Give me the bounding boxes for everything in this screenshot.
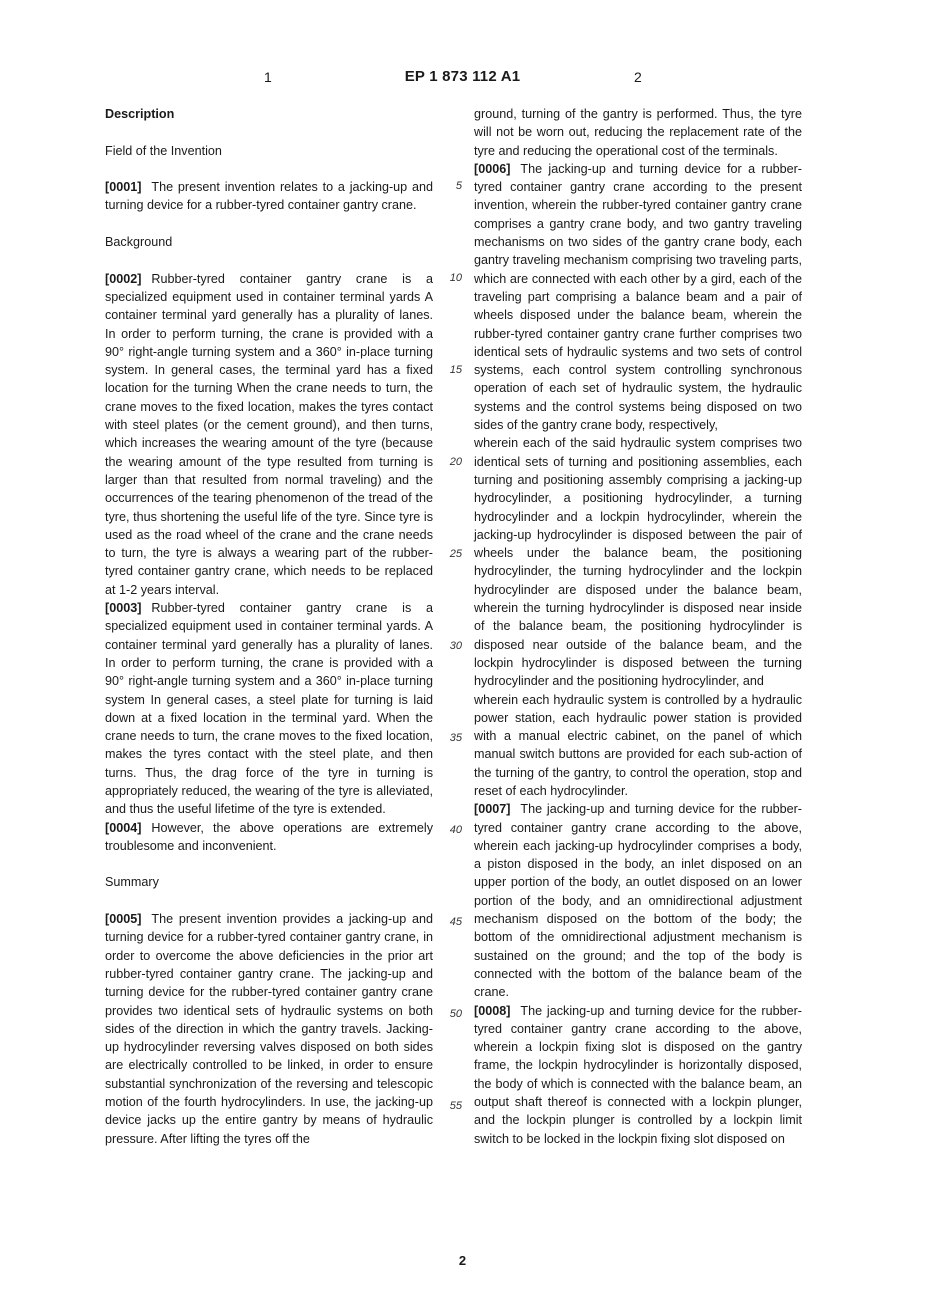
paragraph-number: [0002] xyxy=(105,271,142,286)
paragraph-number: [0003] xyxy=(105,601,142,616)
paragraph-number: [0006] xyxy=(474,161,511,176)
paragraph-text: The jacking-up and turning device for the rubber-tyred container gantry crane according to the above, wherein a lockpin fixing slot is disposed on the gantry frame, the lockpin hydrocylinder is horizontally disposed, the body of which is connected with the balance beam, an output shaft thereof is connected with a lockpin plunger, and the lockpin plunger is controlled by a lockpin limit switch to be locked in the lockpin fixing slot disposed on xyxy=(474,1003,802,1146)
continued-text: ground, turning of the gantry is performed. Thus, the tyre will not be worn out, reducing the replacement rate of the tyre and reducing the operational cost of the terminals. xyxy=(474,107,802,158)
paragraph-number: [0001] xyxy=(105,180,142,195)
line-number: 45 xyxy=(449,916,462,928)
paragraph-text: The jacking-up and turning device for the rubber-tyred container gantry crane according to the above, wherein each jacking-up hydrocylinder comprises a body, a piston disposed in the body, an inlet disposed on an upper portion of the body, an outlet disposed on an lower portion of the body, and an omnidirectional adjustment mechanism disposed on the bottom of the body; the bottom of the omnidirectional adjustment mechanism is sustained on the ground; and the top of the body is connected with the bottom of the balance beam of the crane. xyxy=(474,802,802,1000)
background-heading: Background xyxy=(105,235,173,250)
description-heading: Description xyxy=(105,107,175,121)
paragraph-0006 xyxy=(474,160,802,434)
line-number: 30 xyxy=(449,640,462,652)
line-number: 10 xyxy=(449,272,462,284)
line-number: 25 xyxy=(449,548,462,560)
left-column xyxy=(105,105,433,1148)
paragraph-text: The present invention provides a jacking-up and turning device for a rubber-tyred container gantry crane, in order to overcome the above deficiencies in the prior art rubber-tyred container gantry crane. The jacking-up and turning device for the rubber-tyred container gantry crane provides two identical sets of hydraulic systems on both sides of the direction in which the gantry travels. Jacking-up hydrocylinder reversing valves disposed on both sides are electrically controlled to be linked, in order to ensure substantial synchronization of the reversing and telescopic motion of the fourth hydrocylinders. In use, the jacking-up device jacks up the entire gantry by means of hydraulic pressure. After lifting the tyres off the xyxy=(105,912,433,1146)
paragraph-text: The present invention relates to a jacking-up and turning device for a rubber-tyred container gantry crane. xyxy=(105,180,433,213)
summary-heading: Summary xyxy=(105,875,159,890)
paragraph-0004 xyxy=(105,819,433,856)
line-number: 40 xyxy=(449,824,462,836)
line-number: 5 xyxy=(455,180,462,192)
paragraph-number: [0007] xyxy=(474,802,511,817)
paragraph-0002 xyxy=(105,270,433,599)
right-column xyxy=(474,105,802,1148)
line-number: 15 xyxy=(449,364,462,376)
paragraph-0007 xyxy=(474,800,802,1001)
paragraph-0003 xyxy=(105,599,433,819)
paragraph-0005 xyxy=(105,910,433,1148)
left-column-number: 1 xyxy=(264,69,272,85)
paragraph-text: The jacking-up and turning device for a rubber-tyred container gantry crane according to the present invention, wherein the rubber-tyred container gantry crane comprises a gantry crane body, and two gantry traveling mechanisms on two sides of the gantry crane body, each gantry traveling mechanism comprising two traveling parts, which are connected with each other by a gird, each of the traveling part comprising a balance beam and a pair of wheels disposed under the balance beam, wherein the rubber-tyred container gantry crane further comprises two identical sets of hydraulic systems and two sets of control systems, each control system controlling synchronous operation of each set of hydraulic system, the hydraulic systems and the control systems being disposed on two sides of the gantry crane body, respectively, xyxy=(474,161,802,433)
paragraph-0001 xyxy=(105,178,433,215)
paragraph-text: Rubber-tyred container gantry crane is a specialized equipment used in container terminal yards A container terminal yard generally has a plurality of lanes. In order to perform turning, the crane is provided with a 90° right-angle turning system and a 360° in-place turning system. In general cases, the terminal yard has a fixed location for the turning When the crane needs to turn, the crane moves to the fixed location, makes the tyres contact with steel plates (or the cement ground), and then turns, which increases the wearing amount of the tyre (because the wearing amount of the type resulted from turning is larger than that resulted from normal traveling) and the occurrences of the tearing phenomenon of the tread of the tyre, thus shortening the useful life of the tyre. Since tyre is used as the road wheel of the crane and the crane needs to turn, the tyre is always a wearing part of the rubber-tyred container gantry crane, which needs to be replaced at 1-2 years interval. xyxy=(105,271,433,597)
paragraph-number: [0008] xyxy=(474,1003,511,1018)
paragraph-number: [0004] xyxy=(105,820,142,835)
line-number: 20 xyxy=(449,456,462,468)
paragraph-text: However, the above operations are extremely troublesome and inconvenient. xyxy=(105,820,433,853)
right-column-number: 2 xyxy=(634,69,642,85)
page-number: 2 xyxy=(458,1253,467,1268)
line-number: 50 xyxy=(449,1008,462,1020)
publication-number: EP 1 873 112 A1 xyxy=(404,68,521,85)
line-number: 35 xyxy=(449,732,462,744)
paragraph-number: [0005] xyxy=(105,912,142,927)
paragraph-text: Rubber-tyred container gantry crane is a specialized equipment used in container terminal yards. A container terminal yard generally has a plurality of lanes. In order to perform turning, the crane is provided with a 90° right-angle turning system and a 360° in-place turning system In general cases, a steel plate for turning is laid down at a fixed location in the terminal yard. When the crane needs to turn, the crane moves to the fixed location, makes the tyres contact with the steel plate, and then turns. Thus, the drag force of the tyre in turning is appropriately reduced, the wearing of the tyre is alleviated, and thus the useful lifetime of the tyre is extended. xyxy=(105,601,433,817)
paragraph-0006-part-c: wherein each hydraulic system is controlled by a hydraulic power station, each hydraulic power station is provided with a manual electric cabinet, on the panel of which manual switch buttons are provided for each sub-action of the turning of the gantry, to control the operation, stop and reset of each hydrocylinder. xyxy=(474,692,802,798)
paragraph-0008 xyxy=(474,1002,802,1148)
line-number: 55 xyxy=(449,1100,462,1112)
field-heading: Field of the Invention xyxy=(105,143,222,158)
paragraph-0006-part-b: wherein each of the said hydraulic system comprises two identical sets of turning and positioning assemblies, each turning and positioning assembly comprising a jacking-up hydrocylinder, a positioning hydrocylinder, a turning hydrocylinder and a lockpin hydrocylinder, wherein the jacking-up hydrocylinder is disposed between the pair of wheels under the balance beam, the positioning hydrocylinder, the turning hydrocylinder and the lockpin hydrocylinder are disposed under the balance beam, wherein the turning hydrocylinder is disposed near inside of the balance beam, the positioning hydrocylinder is disposed near outside of the balance beam, and the lockpin hydrocylinder is disposed between the turning hydrocylinder and the positioning hydrocylinder, and xyxy=(474,436,802,689)
